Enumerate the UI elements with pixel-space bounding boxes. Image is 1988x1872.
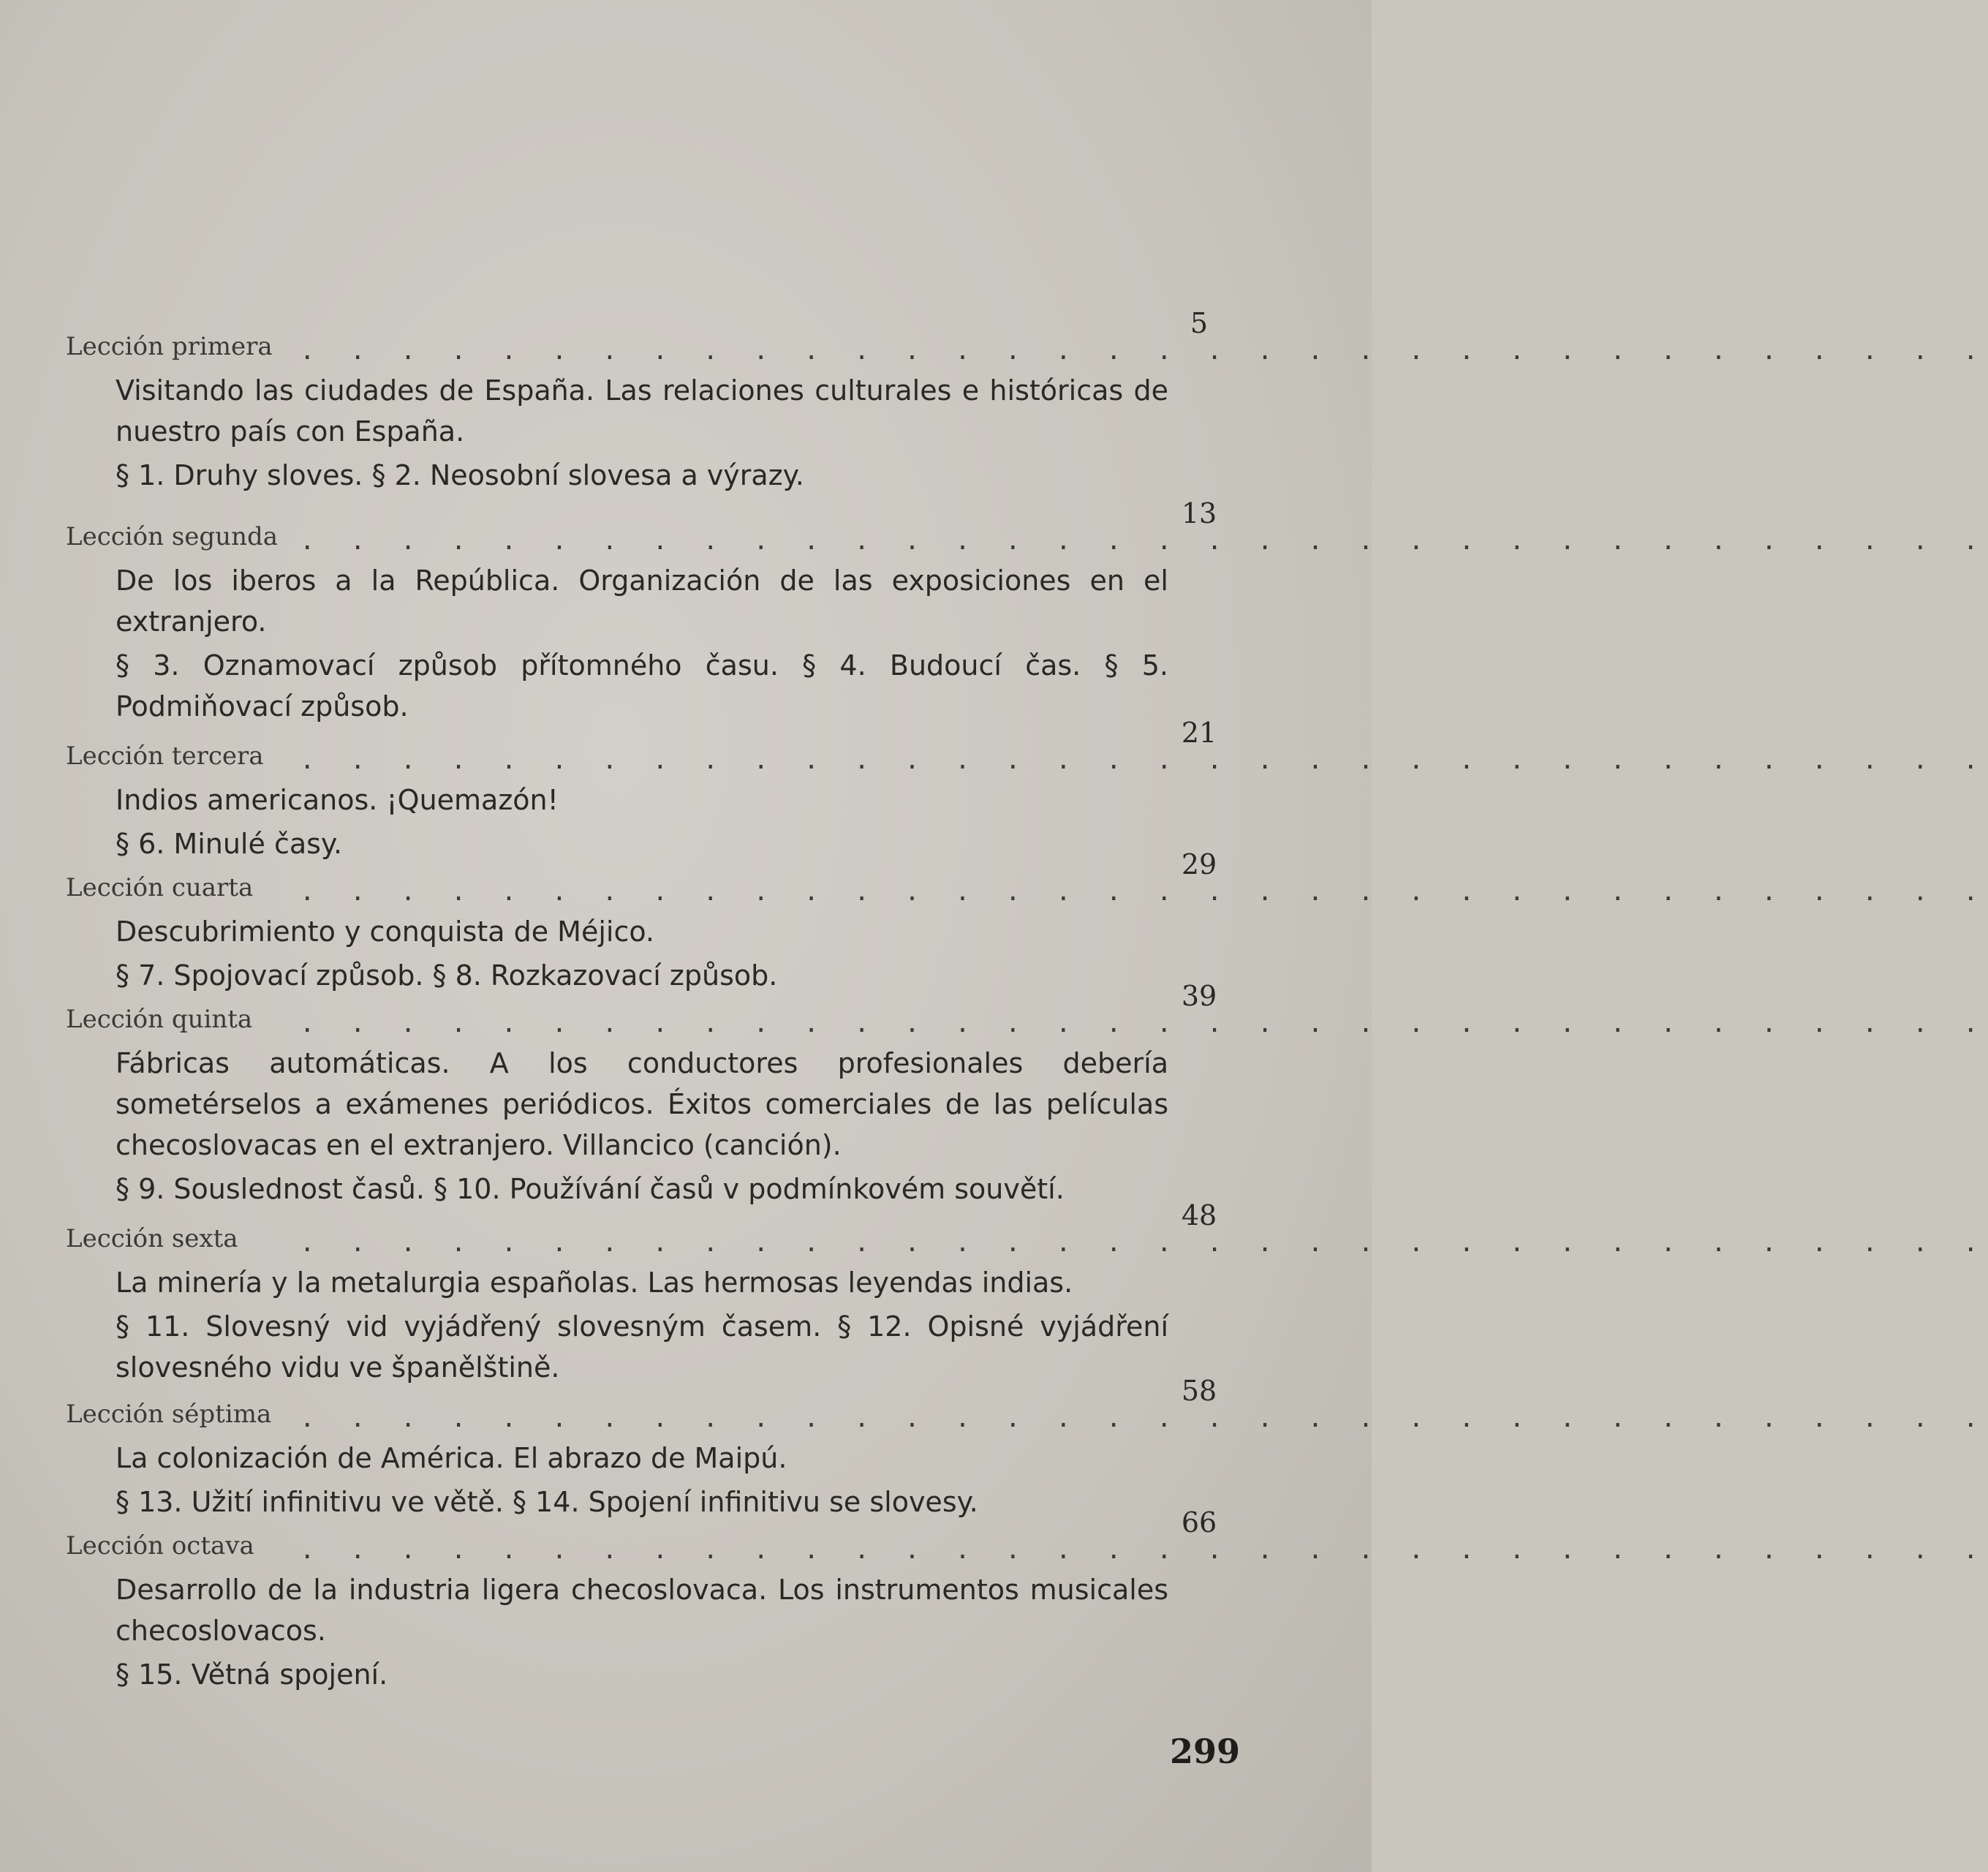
page-number: 48 (1181, 1199, 1217, 1231)
entry-head (66, 1506, 1988, 1565)
toc-entry-6 (66, 1199, 1988, 1388)
dot-leader: . . . . . . . . . . . . . . . . . . . . . . . . . . . . . . . . . . (300, 746, 1988, 775)
folio-page-number: 299 (1169, 1732, 1240, 1771)
entry-head (66, 980, 1988, 1038)
dot-leader: . . . . . . . . . . . . . . . . . . . . . . . . . . . . . . . . . . (300, 336, 1988, 366)
lesson-topic: Indios americanos. ¡Quemazón! (116, 784, 559, 816)
entry-head (66, 307, 1988, 366)
lesson-topic: La minería y la metalurgia españolas. Las hermosas leyendas indias. (116, 1267, 1073, 1299)
toc-entry-4 (66, 848, 1988, 996)
page-number: 13 (1181, 497, 1217, 529)
lesson-topic: Descubrimiento y conquista de Méjico. (116, 916, 655, 948)
lesson-title: Lección tercera (66, 741, 264, 771)
lesson-title: Lección octava (66, 1531, 254, 1560)
page-number: 66 (1181, 1506, 1217, 1539)
lesson-grammar: § 15. Větná spojení. (116, 1658, 388, 1691)
lesson-grammar: § 1. Druhy sloves. § 2. Neosobní slovesa a výrazy. (116, 459, 804, 491)
dot-leader: . . . . . . . . . . . . . . . . . . . . . . . . . . . . . . . . . . (300, 1404, 1988, 1433)
lesson-topic: Visitando las ciudades de España. Las relaciones culturales e históricas de nuestro país con España. (116, 374, 1168, 448)
lesson-title: Lección segunda (66, 522, 278, 551)
lesson-topic: Desarrollo de la industria ligera checoslovaca. Los instrumentos musicales checoslovacos. (116, 1574, 1168, 1647)
page-number: 29 (1181, 848, 1217, 880)
toc-entry-5 (66, 980, 1988, 1209)
lesson-grammar: § 11. Slovesný vid vyjádřený slovesným časem. § 12. Opisné vyjádření slovesného vidu ve španělštině. (116, 1310, 1168, 1384)
entry-head (66, 848, 1988, 907)
lesson-title: Lección sexta (66, 1224, 238, 1253)
entry-head (66, 717, 1988, 775)
dot-leader: . . . . . . . . . . . . . . . . . . . . . . . . . . . . . . . . . . (300, 526, 1988, 556)
entry-head (66, 1199, 1988, 1258)
entry-head (66, 1375, 1988, 1433)
page-number: 5 (1190, 307, 1209, 339)
lesson-grammar: § 7. Spojovací způsob. § 8. Rozkazovací způsob. (116, 959, 778, 992)
toc-entry-1 (66, 307, 1988, 496)
lesson-topic: De los iberos a la República. Organización de las exposiciones en el extranjero. (116, 565, 1168, 638)
lesson-grammar: § 6. Minulé časy. (116, 828, 343, 860)
lesson-title: Lección séptima (66, 1400, 272, 1429)
toc-entry-8 (66, 1506, 1988, 1695)
page-number: 39 (1181, 980, 1217, 1012)
dot-leader: . . . . . . . . . . . . . . . . . . . . . . . . . . . . . . . . . . (300, 878, 1988, 907)
lesson-title: Lección cuarta (66, 873, 254, 902)
page-number: 58 (1181, 1375, 1217, 1407)
lesson-grammar: § 13. Užití infinitivu ve větě. § 14. Spojení infinitivu se slovesy. (116, 1486, 978, 1518)
dot-leader: . . . . . . . . . . . . . . . . . . . . . . . . . . . . . . . . . . (300, 1536, 1988, 1565)
lesson-topic: Fábricas automáticas. A los conductores profesionales debería sometérselos a exámenes periódicos. Éxitos comerciales de las películas checoslovacas en el extranjero. Villancico (canción). (116, 1047, 1168, 1161)
lesson-title: Lección quinta (66, 1005, 253, 1034)
toc-entry-7 (66, 1375, 1988, 1522)
toc-entry-3 (66, 717, 1988, 864)
lesson-grammar: § 9. Souslednost časů. § 10. Používání časů v podmínkovém souvětí. (116, 1173, 1065, 1205)
toc-entry-2 (66, 497, 1988, 727)
entry-head (66, 497, 1988, 556)
dot-leader: . . . . . . . . . . . . . . . . . . . . . . . . . . . . . . . . . . (300, 1228, 1988, 1258)
lesson-topic: La colonización de América. El abrazo de Maipú. (116, 1442, 787, 1474)
dot-leader: . . . . . . . . . . . . . . . . . . . . . . . . . . . . . . . . . . (300, 1009, 1988, 1038)
page-number: 21 (1181, 717, 1217, 749)
lesson-title: Lección primera (66, 332, 273, 361)
lesson-grammar: § 3. Oznamovací způsob přítomného času. § 4. Budoucí čas. § 5. Podmiňovací způsob. (116, 649, 1168, 722)
